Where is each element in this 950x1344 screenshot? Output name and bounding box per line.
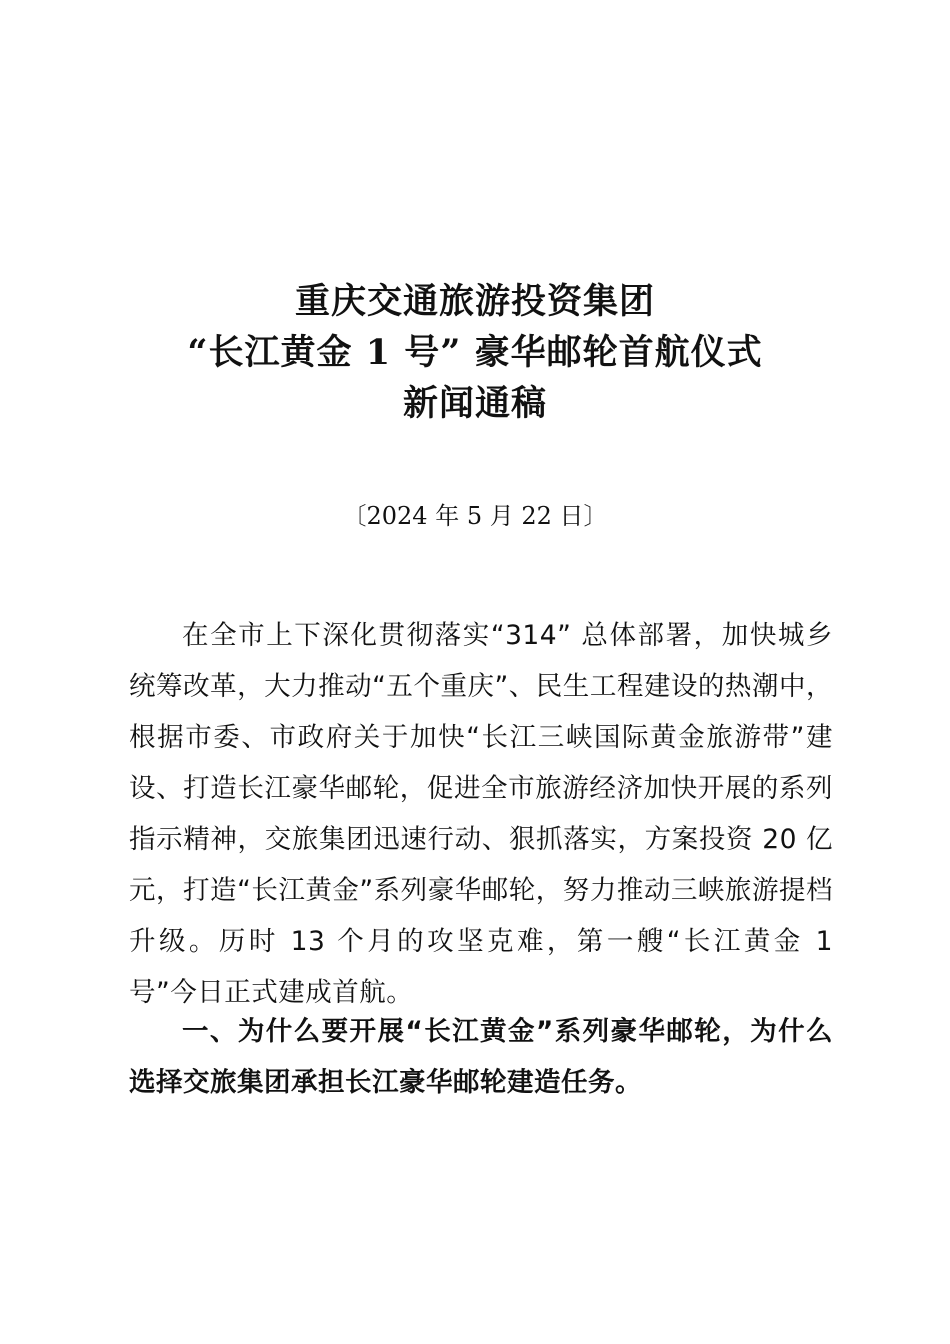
document-date: 〔2024 年 5 月 22 日〕 [342,502,608,530]
title-line-type: 新闻通稿 [402,383,547,424]
title-line-event: “长江黄金 1 号” 豪华邮轮首航仪式 [187,332,763,373]
document-title [0,276,950,429]
section-heading: 一、为什么要开展“长江黄金”系列豪华邮轮，为什么选择交旅集团承担长江豪华邮轮建造任务。 [129,1016,833,1098]
body-paragraph: 在全市上下深化贯彻落实“314” 总体部署，加快城乡统筹改革，大力推动“五个重庆”、民生工程建设的热潮中，根据市委、市政府关于加快“长江三峡国际黄金旅游带”建设、打造长江豪华邮轮，促进全市旅游经济加快开展的系列指示精神，交旅集团迅速行动、狠抓落实，方案投资 20 亿元，打造“长江黄金”系列豪华邮轮，努力推动三峡旅游提档升级。历时 13 个月的攻坚克难，第一艘“长江黄金 1 号”今日正式建成首航。 [129,620,833,1008]
title-line-organization: 重庆交通旅游投资集团 [294,281,655,322]
